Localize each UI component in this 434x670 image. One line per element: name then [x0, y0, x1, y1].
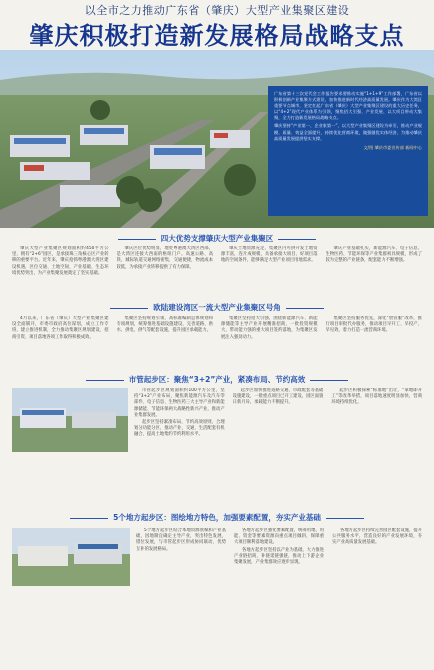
section-title-bay-area: 欧陆建设湾区一流大型产业集聚区号角	[0, 302, 434, 313]
section-body-city-zone	[134, 388, 422, 508]
text-column	[117, 316, 214, 368]
page-title: 肇庆积极打造新发展格局战略支点	[29, 22, 405, 50]
paragraph: 起步区坚持紧凑布局、节约高效原则，合理划分功能分区，推动产业、交通、生活配套有机融合，提高土地集约节约利用水平。	[134, 420, 225, 438]
text-column	[331, 388, 422, 508]
section-title-city-zone: 市管起步区：聚焦“3+2”产业，紧凑布局、节约高效	[0, 374, 434, 385]
section-body-local-zones	[136, 528, 422, 662]
paragraph: 起步区加快推进道路交通、市政配套等基础设施建设，一批重点项目已开工建设，园区面貌日新月异，承载能力不断提升。	[232, 388, 324, 406]
paragraph: 各地方起步区坚持以产业为基础，大力推进产业链招商，补链延链强链，推动上下游企业集聚发展，产业集群效应逐步显现。	[234, 547, 324, 566]
text-column	[234, 528, 324, 662]
lead-summary-box	[268, 86, 428, 216]
section-title-local-zones: 5个地方起步区：图绘地方特色，加强要素配置，夯实产业基础	[0, 512, 434, 523]
lead-byline: 文/图 肇庆市委宣传部 新闻中心	[363, 144, 422, 150]
paragraph: 肇庆土地资源充足，集聚区内可供开发土地资源丰富，连片成规模，具备承接大项目、好项目落地的空间条件，能够满足大型产业项目用地需求。	[221, 246, 318, 264]
paragraph: 集聚区坚持招大引强，围绕新能源汽车、新能源储能等主导产业开展精准招商，一批投资规模大、带动能力强的重大项目签约落地，为集聚区发展注入强劲动力。	[221, 316, 318, 340]
paragraph: 各地方起步区持续完善园区配套设施，提升公共服务水平，营造良好的产业发展环境，夯实产业高质量发展基础。	[332, 528, 422, 546]
text-column	[221, 316, 318, 368]
text-column	[326, 316, 423, 368]
paragraph: 肇庆区位优势明显，地处粤港澳大湾区西部，是大湾区连接大西南的枢纽门户。高速公路、高铁、城际轨道交通网络密集，交通便捷，物流成本较低，为承接产业转移提供了有力保障。	[116, 246, 213, 270]
lead-paragraph: 肇庆坚持“产业第一、企业家第一”，以大型产业集聚区建设为牵引，推动产业规模、质量、效益全面提升，持续优化营商环境，做强做优实体经济，为推动肇庆高质量发展提供坚实支撑。	[274, 123, 422, 141]
text-column	[326, 246, 423, 296]
text-column	[134, 388, 225, 508]
text-column	[221, 246, 318, 296]
paragraph: 集聚区坚持服务优先，深化“放管服”改革，推行项目审批代办服务，推动项目早开工、早投产、早见效，着力打造一流营商环境。	[325, 316, 422, 334]
paragraph: 肇庆产业基础扎实，新能源汽车、电子信息、生物医药、节能环保等产业集群初具规模，形成了较为完整的产业链条，配套能力不断增强。	[325, 246, 422, 264]
text-column	[136, 528, 226, 662]
paragraph: 4月以来，广东省（肇庆）大型产业集聚区建设全面铺开，市委市政府高位谋划，成立工作专班，建立推进机制，全力推动集聚区规划建设、招商引资、项目落地各项工作取得积极成效。	[12, 316, 109, 340]
text-column	[12, 246, 109, 296]
paragraph: 市管起步区规划面积约100平方公里，坚持“3+2”产业布局，聚焦新能源汽车及汽车零部件、电子信息、生物医药三大主导产业和新能源储能、节能环保两大战略性新兴产业，推动产业集群发展。	[134, 388, 225, 418]
paragraph: 肇庆大型产业集聚区规划面积约450平方公里，拥有“2+6”园区，是承接珠三角核心区产业转移的重要平台。近年来，肇庆抢抓粤港澳大湾区建设机遇，区位交通、土地空间、产业基础、生态环境优势突出，为产业集聚发展奠定了坚实基础。	[12, 246, 109, 276]
paragraph: 各地方起步区强化要素配置，统筹用地、用能、资金等要素资源向重点项目倾斜，保障重大项目顺利落地建设。	[234, 528, 324, 546]
text-column	[332, 528, 422, 662]
lead-paragraph: 广东省第十三次党代会工作报告要求要推动实施“1+1+9”工作部署，广东省以积极创新产业集聚方式建设，加快推进新时代经济高质量发展。肇庆作为大湾区重要节点城市，坚定扛起广东省（肇庆）大型产业集聚区建设的重大历史任务，以“4+2”现代产业体系为引领，聚焦招大引强、产业发展、以大项目带动大集聚，全力打造新发展格局战略支点。	[274, 91, 422, 121]
text-column	[233, 388, 324, 508]
plant-photo	[12, 528, 130, 586]
section-body-bay-area	[12, 316, 422, 368]
factory-photo	[12, 388, 128, 452]
section-body-advantages	[12, 246, 422, 296]
text-column	[117, 246, 214, 296]
paragraph: 集聚区坚持规划引领，高标准编制总体规划和专项规划，统筹推进基础设施建设，完善道路、供水、供电、供气等配套设施，提升园区承载能力。	[116, 316, 213, 334]
paragraph: 起步区积极探索“标准地”出让、“拿地即开工”等改革举措，项目落地速度明显加快，营商环境持续优化。	[331, 388, 423, 406]
text-column	[12, 316, 109, 368]
section-title-advantages: 四大优势支撑肇庆大型产业集聚区	[0, 233, 434, 244]
kicker-title: 以全市之力推动广东省（肇庆）大型产业集聚区建设	[84, 4, 350, 17]
paragraph: 5个地方起步区结合本地资源禀赋和产业基础，因地制宜确定主导产业，突出特色发展，错位发展，与市管起步区形成协同联动、优势互补的发展格局。	[136, 528, 226, 552]
